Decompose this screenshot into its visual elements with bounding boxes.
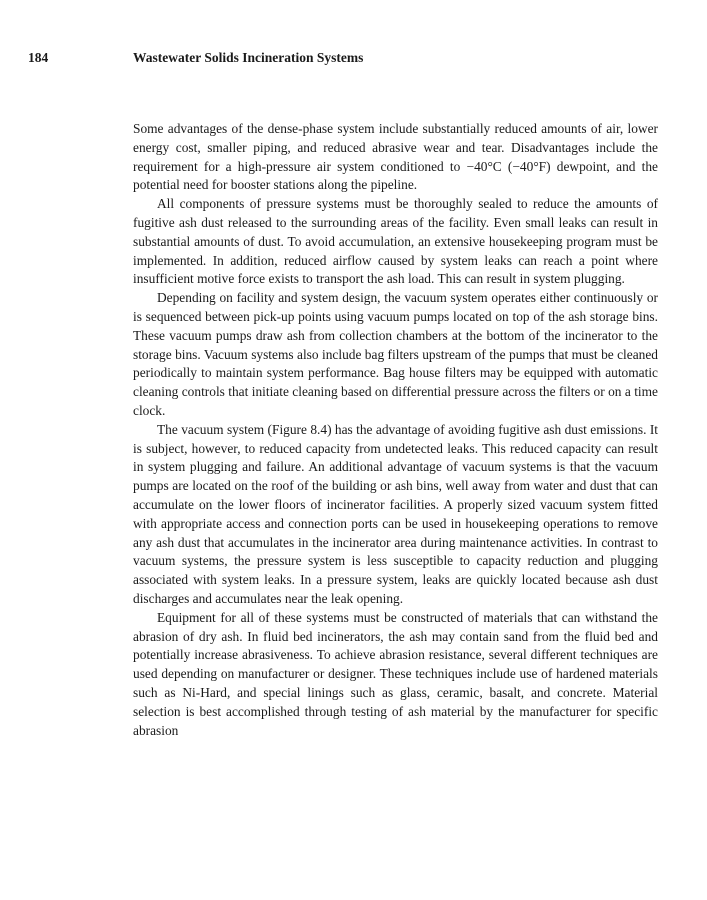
- page-number: 184: [28, 50, 49, 65]
- paragraph-dense-phase-advantages: Some advantages of the dense-phase system include substantially reduced amounts of air, lower energy cost, smaller piping, and reduced abrasive wear and tear. Disadvantages include the requirement for a high-pressure air system conditioned to −40°C (−40°F) dewpoint, and the potential need for booster stations along the pipeline.: [133, 121, 658, 193]
- body-text: [133, 120, 658, 740]
- book-title: Wastewater Solids Incineration Systems: [133, 50, 364, 65]
- paragraph-abrasion-materials: Equipment for all of these systems must be constructed of materials that can withstand the abrasion of dry ash. In fluid bed incinerators, the ash may contain sand from the fluid bed and potentially increase abrasiveness. To achieve abrasion resistance, several different techniques are used depending on manufacturer or designer. These techniques include use of hardened materials such as Ni-Hard, and special linings such as glass, ceramic, basalt, and concrete. Material selection is best accomplished through testing of ash material by the manufacturer for specific abrasion: [133, 609, 658, 738]
- paragraph-vacuum-system-advantages: The vacuum system (Figure 8.4) has the advantage of avoiding fugitive ash dust emissions. It is subject, however, to reduced capacity from undetected leaks. This reduced capacity can result in system plugging and failure. An additional advantage of vacuum systems is that the vacuum pumps are located on the roof of the building or ash bins, well away from water and dust that can accumulate on the lower floors of incinerator facilities. A properly sized vacuum system fitted with appropriate access and connection ports can be used in housekeeping operations to remove any ash dust that accumulates in the incinerator area during maintenance activities. In contrast to vacuum systems, the pressure system is less susceptible to capacity reduction and plugging associated with system leaks. In a pressure system, leaks are quickly located because ash dust discharges and accumulates near the leak opening.: [133, 421, 658, 606]
- running-head: [28, 50, 363, 66]
- paragraph-vacuum-system-operation: Depending on facility and system design, the vacuum system operates either continuously or is sequenced between pick-up points using vacuum pumps located on top of the ash storage bins. These vacuum pumps draw ash from collection chambers at the bottom of the incinerator to the storage bins. Vacuum systems also include bag filters upstream of the pumps that must be cleaned periodically to maintain system performance. Bag house filters may be equipped with automatic cleaning controls that initiate cleaning based on differential pressure across the filters or on a time clock.: [133, 290, 658, 418]
- paragraph-pressure-systems-sealing: All components of pressure systems must be thoroughly sealed to reduce the amounts of fugitive ash dust released to the surrounding areas of the facility. Even small leaks can result in substantial amounts of dust. To avoid accumulation, an extensive housekeeping program must be implemented. In addition, reduced airflow caused by system leaks can reach a point where insufficient motive force exists to transport the ash load. This can result in system plugging.: [133, 196, 658, 287]
